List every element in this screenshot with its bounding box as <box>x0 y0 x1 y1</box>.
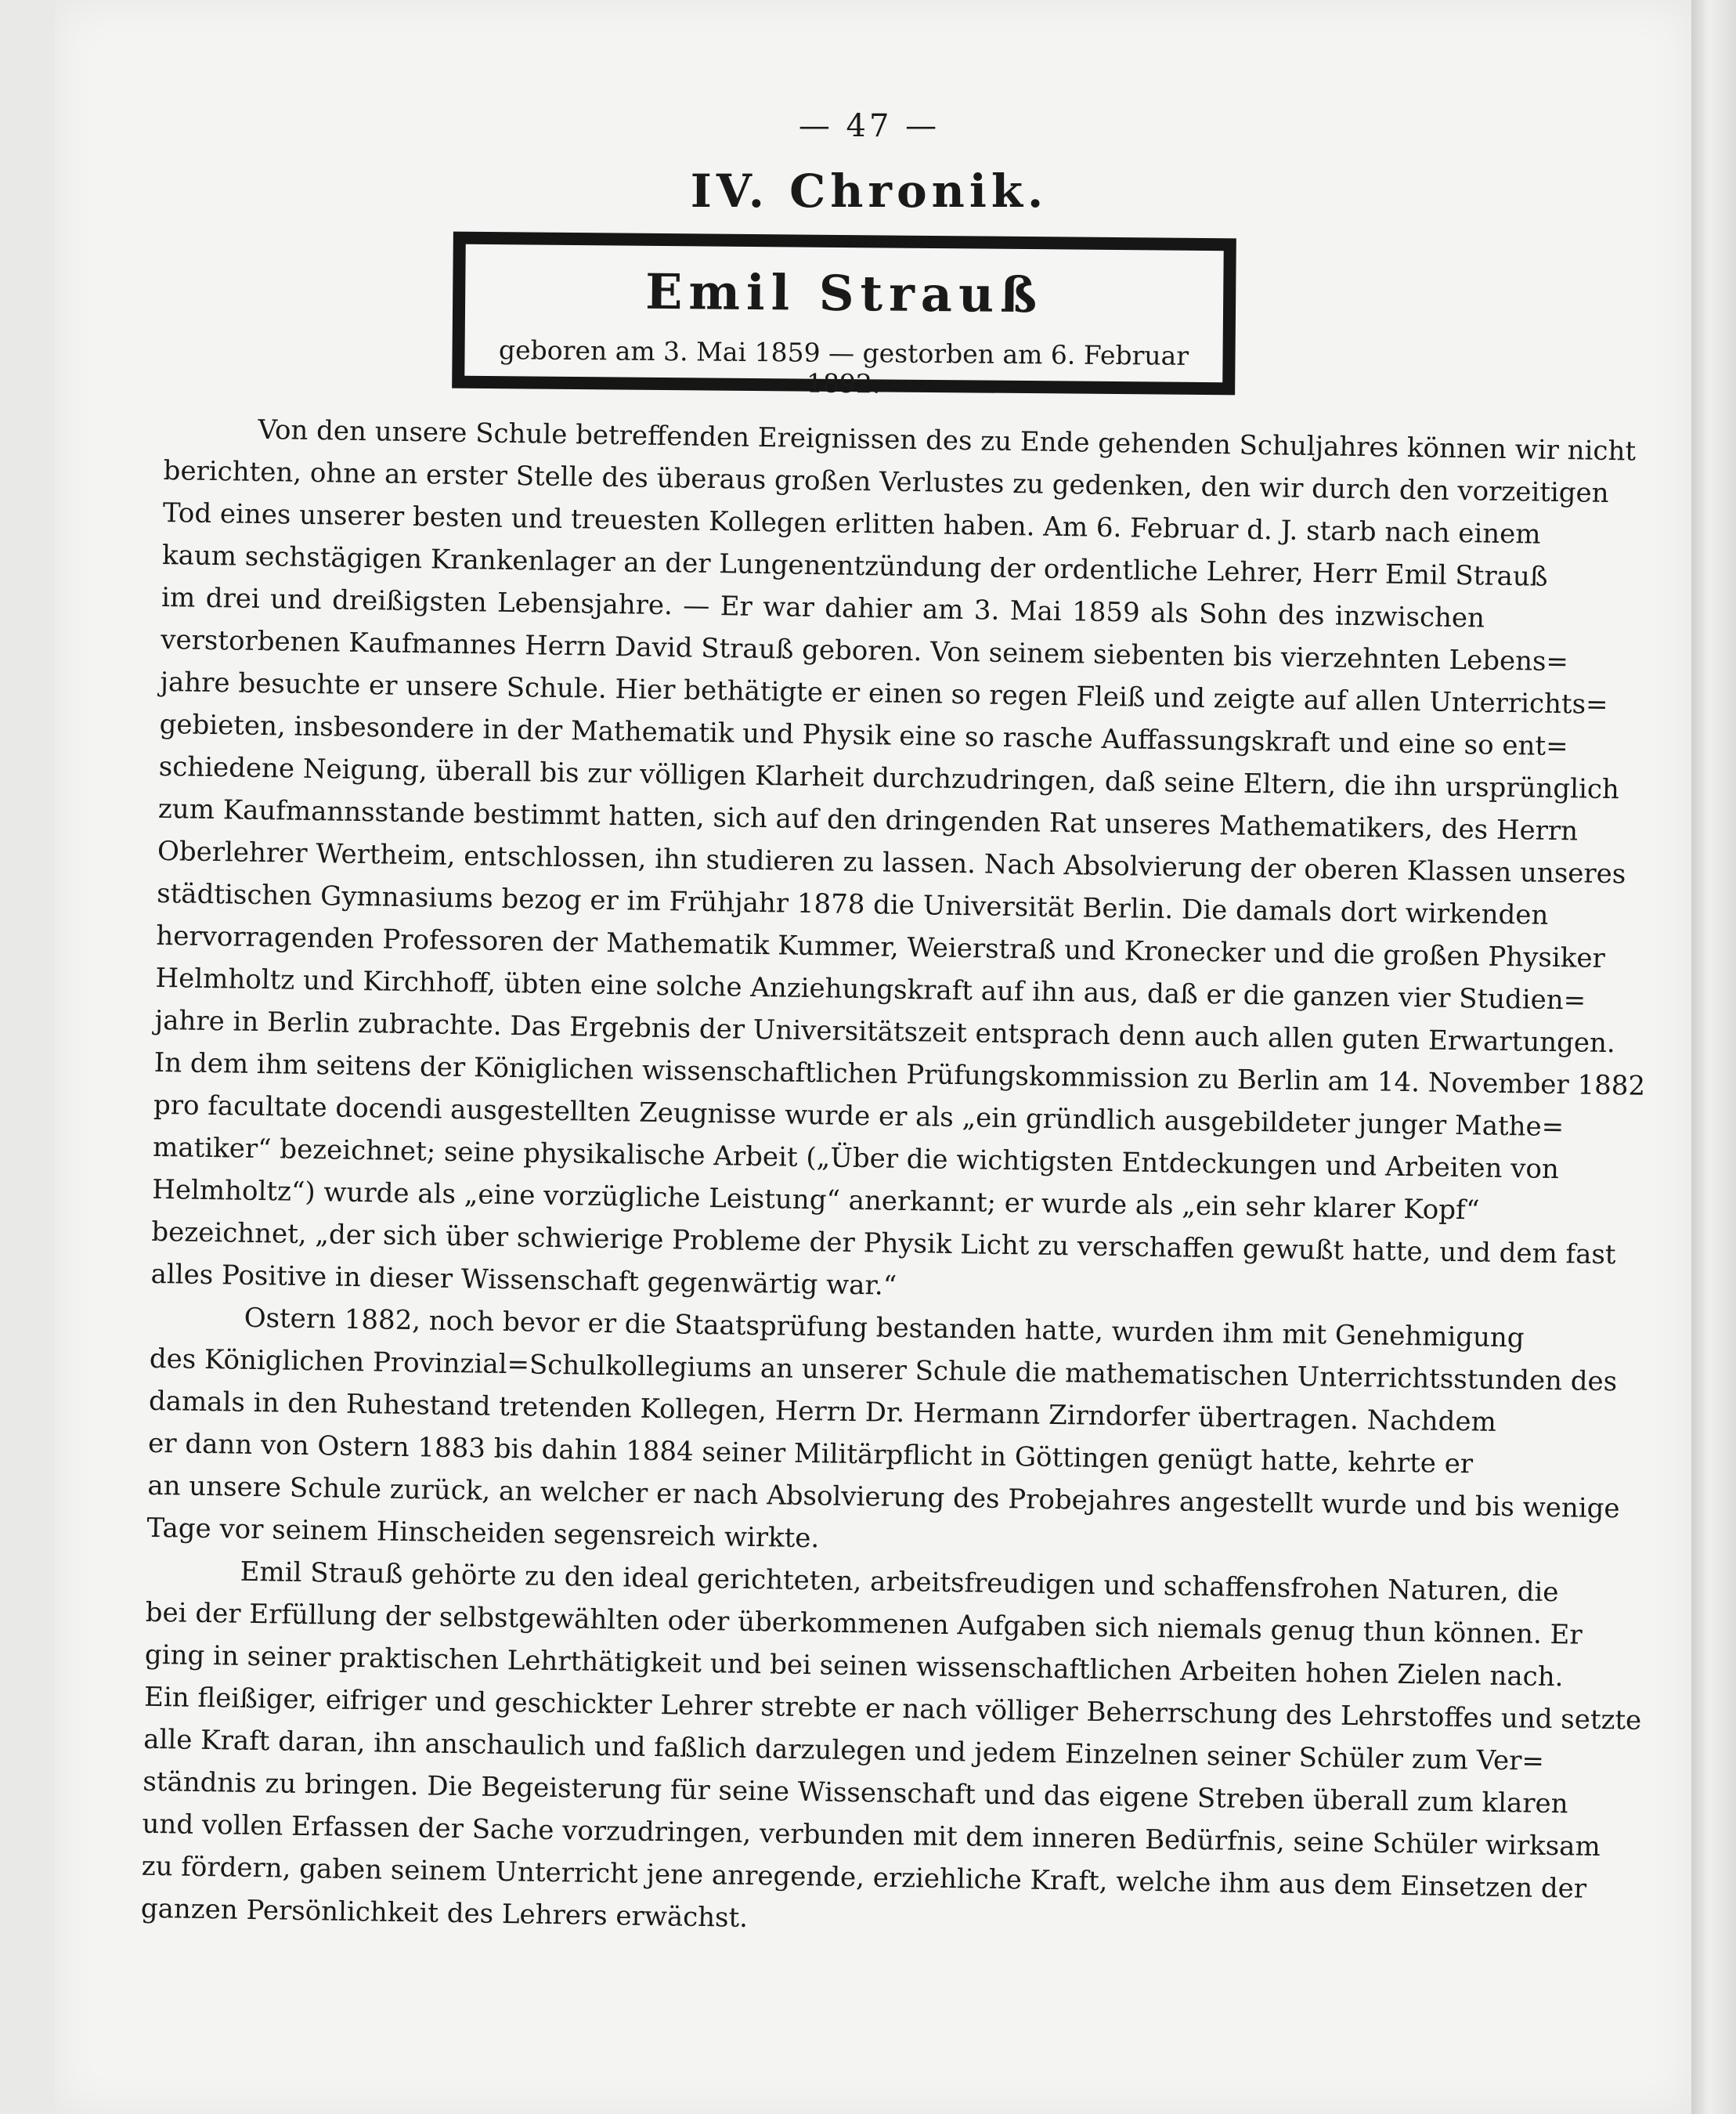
text-line: an unsere Schule zurück, an welcher er nach Absolvierung des Probejahres angestellt wurde und bis wenige <box>147 1469 1620 1525</box>
text-line: jahre besuchte er unsere Schule. Hier bethätigte er einen so regen Fleiß und zeigte auf allen Unterrichts= <box>160 666 1608 721</box>
text-line: hervorragenden Professoren der Mathematik Kummer, Weierstraß und Kronecker und die großen Physiker <box>156 920 1606 974</box>
text-line: ganzen Persönlichkeit des Lehrers erwächst. <box>140 1892 749 1934</box>
text-line: Emil Strauß gehörte zu den ideal gerichteten, arbeitsfreudigen und schaffensfrohen Naturen, die <box>240 1556 1559 1609</box>
page-number: — 47 — <box>798 108 940 144</box>
text-line: Helmholtz“) wurde als „eine vorzügliche Leistung“ anerkannt; er wurde als „ein sehr klarer Kopf“ <box>151 1173 1480 1227</box>
text-line: er dann von Ostern 1883 bis dahin 1884 seiner Militärpflicht in Göttingen genügt hatte, kehrte er <box>147 1427 1474 1480</box>
text-line: bezeichnet, „der sich über schwierige Probleme der Physik Licht zu verschaffen gewußt hatte, und dem fast <box>151 1216 1616 1271</box>
text-line: ständnis zu bringen. Die Begeisterung für seine Wissenschaft und das eigene Streben überall zum klaren <box>143 1765 1568 1820</box>
obituary-name: Emil Strauß <box>644 262 1044 324</box>
text-line: Helmholtz und Kirchhoff, übten eine solche Anziehungskraft auf ihn aus, daß er die ganzen vier Studien= <box>155 962 1586 1017</box>
text-line: schiedene Neigung, überall bis zur völligen Klarheit durchzudringen, daß seine Eltern, die ihn ursprünglich <box>158 750 1620 806</box>
text-line: Tod eines unserer besten und treuesten Kollegen erlitten haben. Am 6. Februar d. J. starb nach einem <box>162 497 1541 551</box>
text-line: matiker“ bezeichnet; seine physikalische Arbeit („Über die wichtigsten Entdeckungen und Arbeiten von <box>152 1131 1560 1186</box>
chronicle-text <box>140 407 1646 1950</box>
text-line: alles Positive in dieser Wissenschaft gegenwärtig war.“ <box>150 1258 897 1302</box>
text-line: und vollen Erfassen der Sache vorzudringen, verbunden mit dem inneren Bedürfnis, seine Schüler wirksam <box>142 1808 1601 1863</box>
text-line: zu fördern, gaben seinem Unterricht jene anregende, erziehliche Kraft, welche ihm aus dem Einsetzen der <box>141 1850 1587 1905</box>
page-edge <box>1691 0 1736 2114</box>
text-line: Ein fleißiger, eifriger und geschickter Lehrer strebte er nach völliger Beherrschung des Lehrstoffes und setzte <box>143 1681 1642 1736</box>
text-line: Von den unsere Schule betreffenden Ereignissen des zu Ende gehenden Schuljahres können wir nicht <box>258 414 1637 468</box>
text-line: Ostern 1882, noch bevor er die Staatsprüfung bestanden hatte, wurden ihm mit Genehmigung <box>244 1302 1525 1354</box>
obituary-dates: geboren am 3. Mai 1859 — gestorben am 6. Februar 1892. <box>498 334 1189 399</box>
text-line: verstorbenen Kaufmannes Herrn David Strauß geboren. Von seinem siebenten bis vierzehnten Lebens= <box>161 623 1569 678</box>
text-line: kaum sechstägigen Krankenlager an der Lungenentzündung der ordentliche Lehrer, Herr Emil Strauß <box>161 539 1548 593</box>
text-line: pro facultate docendi ausgestellten Zeugnisse wurde er als „ein gründlich ausgebildeter junger Mathe= <box>153 1089 1565 1144</box>
text-line: jahre in Berlin zubrachte. Das Ergebnis der Universitätszeit entsprach denn auch allen guten Erwartungen. <box>154 1004 1616 1060</box>
text-line: Oberlehrer Wertheim, entschlossen, ihn studieren zu lassen. Nach Absolvierung der oberen Klassen unseres <box>157 835 1626 891</box>
text-line: berichten, ohne an erster Stelle des überaus großen Verlustes zu gedenken, den wir durch den vorzeitigen <box>163 454 1609 509</box>
text-line: ging in seiner praktischen Lehrthätigkeit und bei seinen wissenschaftlichen Arbeiten hohen Zielen nach. <box>144 1639 1564 1693</box>
text-line: städtischen Gymnasiums bezog er im Frühjahr 1878 die Universität Berlin. Die damals dort wirkenden <box>156 877 1549 931</box>
text-line: bei der Erfüllung der selbstgewählten oder überkommenen Aufgaben sich niemals genug thun können. Er <box>145 1596 1583 1651</box>
text-line: damals in den Ruhestand tretenden Kollegen, Herrn Dr. Hermann Zirndorfer übertragen. Nachdem <box>148 1385 1497 1438</box>
chapter-heading: IV. Chronik. <box>690 164 1048 218</box>
text-line: des Königlichen Provinzial=Schulkollegiums an unserer Schule die mathematischen Unterrichtsstunden des <box>149 1342 1618 1398</box>
text-line: zum Kaufmannsstande bestimmt hatten, sich auf den dringenden Rat unseres Mathematikers, des Herrn <box>157 793 1579 847</box>
text-line: im drei und dreißigsten Lebensjahre. — Er war dahier am 3. Mai 1859 als Sohn des inzwischen <box>161 581 1485 634</box>
obituary-box <box>452 232 1236 399</box>
text-line: gebieten, insbesondere in der Mathematik und Physik eine so rasche Auffassungskraft und eine so ent= <box>159 708 1568 763</box>
text-line: alle Kraft daran, ihn anschaulich und faßlich darzulegen und jedem Einzelnen seiner Schüler zum Ver= <box>143 1723 1545 1777</box>
text-line: In dem ihm seitens der Königlichen wissenschaftlichen Prüfungskommission zu Berlin am 14. November 1882 <box>153 1046 1646 1102</box>
text-line: Tage vor seinem Hinscheiden segensreich wirkte. <box>146 1512 820 1555</box>
